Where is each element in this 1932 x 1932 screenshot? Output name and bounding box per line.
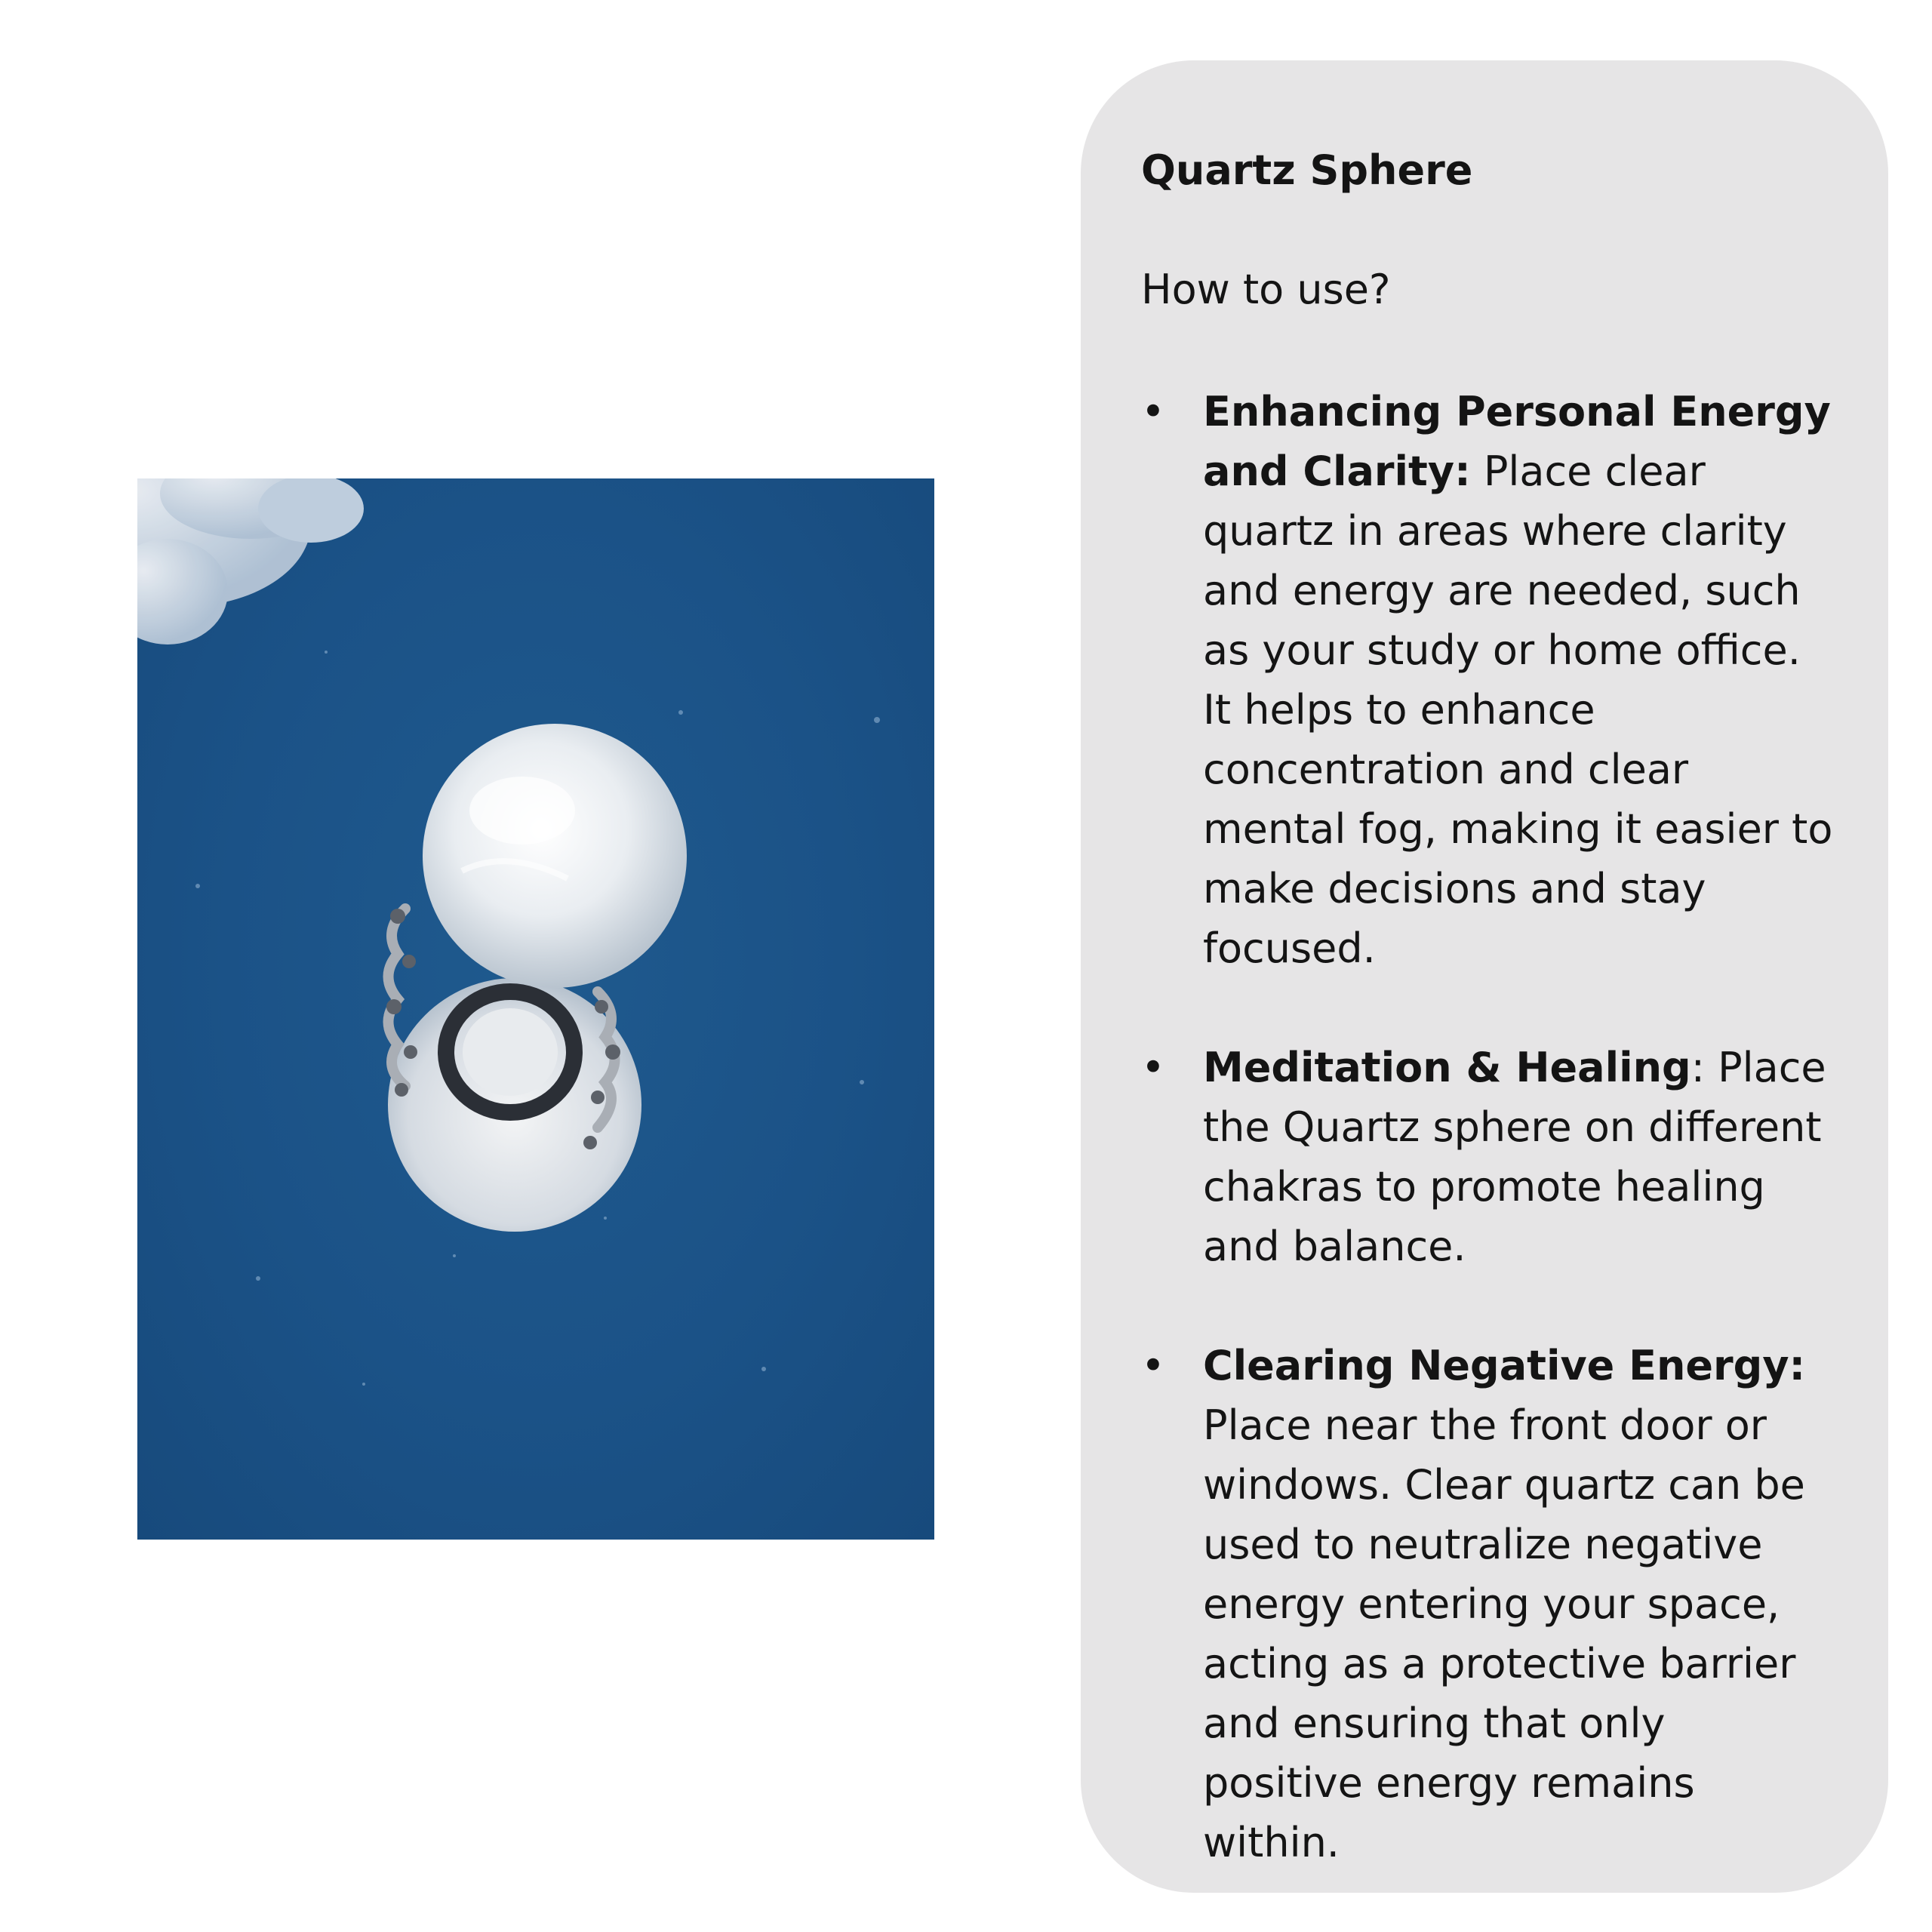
- quartz-sphere-photo: [137, 478, 934, 1540]
- list-item: [1141, 1336, 1834, 1872]
- info-card: [1081, 60, 1888, 1893]
- bullet-icon: •: [1141, 1044, 1165, 1091]
- item-text: : Place the Quartz sphere on different chakras to promote healing and balance.: [1203, 1044, 1826, 1270]
- item-heading: Enhancing Personal Energy and Clarity:: [1203, 388, 1831, 495]
- item-heading: Clearing Negative Energy:: [1203, 1342, 1806, 1389]
- photo-illustration: [137, 478, 934, 1540]
- item-text: Place near the front door or windows. Clear quartz can be used to neutralize negative energy entering your space, acting as a protective barrier and ensuring that only positive energy remains within.: [1203, 1401, 1805, 1866]
- item-text: Place clear quartz in areas where clarity and energy are needed, such as your study or home office. It helps to enhance concentration and clear mental fog, making it easier to make decisions and stay focused.: [1203, 448, 1833, 972]
- list-item: [1141, 1038, 1834, 1276]
- usage-list: [1141, 382, 1834, 1872]
- cloud-shape: [137, 478, 364, 645]
- item-heading: Meditation & Healing: [1203, 1044, 1691, 1091]
- card-subtitle: How to use?: [1141, 266, 1391, 313]
- bullet-icon: •: [1141, 388, 1165, 435]
- card-title: Quartz Sphere: [1141, 146, 1473, 194]
- bullet-icon: •: [1141, 1342, 1165, 1389]
- list-item: [1141, 382, 1834, 978]
